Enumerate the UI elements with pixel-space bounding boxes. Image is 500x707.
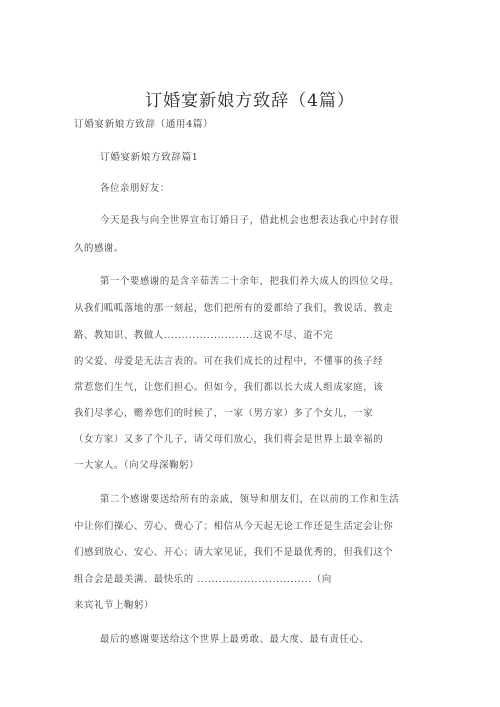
paragraph-line: 我们尽孝心，赡养您们的时候了，一家（男方家）多了个女儿，一家 bbox=[74, 408, 374, 419]
paragraph-line: 第二个感谢要送给所有的亲戚，领导和朋友们，在以前的工作和生活 bbox=[100, 494, 400, 505]
document-subtitle: 订婚宴新娘方致辞（通用4篇） bbox=[74, 119, 214, 130]
paragraph-line: 从我们呱呱落地的那一刻起，您们把所有的爱都给了我们，教说话、教走 bbox=[74, 303, 394, 314]
paragraph-line: （女方家）又多了个儿子，请父母们放心，我们将会是世界上最幸福的 bbox=[74, 434, 384, 445]
paragraph-line: 来宾礼节上鞠躬） bbox=[74, 600, 154, 611]
paragraph-line: 的父爱、母爱是无法言表的。可在我们成长的过程中，不懂事的孩子经 bbox=[74, 356, 384, 367]
paragraph-line: 最后的感谢要送给这个世界上最勇敢、最大度、最有责任心、 bbox=[100, 634, 370, 645]
paragraph-line: 久的感谢。 bbox=[74, 243, 124, 254]
greeting-line: 各位亲朋好友： bbox=[100, 183, 170, 194]
paragraph-line: 第一个要感谢的是含辛茹苦二十余年，把我们养大成人的四位父母。 bbox=[100, 276, 400, 287]
paragraph-line: 一大家人。（向父母深鞠躬） bbox=[74, 460, 199, 471]
section-heading: 订婚宴新娘方致辞篇1 bbox=[100, 152, 199, 163]
paragraph-line: 今天是我与向全世界宣布订婚日子，借此机会也想表达我心中封存很 bbox=[100, 215, 400, 226]
document-title: 订婚宴新娘方致辞（4篇） bbox=[145, 91, 355, 111]
paragraph-line: 中让你们操心、劳心、费心了；相信从今天起无论工作还是生活定会让你 bbox=[74, 521, 394, 532]
paragraph-line: 组合会是最美满、最快乐的 ................................（向 bbox=[74, 574, 332, 585]
paragraph-line: 路、教知识、教做人.........................这说不尽、道不完 bbox=[74, 330, 334, 341]
paragraph-line: 们感到放心、安心、开心；请大家见证，我们不是最优秀的，但我们这个 bbox=[74, 547, 394, 558]
paragraph-line: 常惹您们生气，让您们担心。但如今，我们都以长大成人组成家庭，该 bbox=[74, 382, 384, 393]
